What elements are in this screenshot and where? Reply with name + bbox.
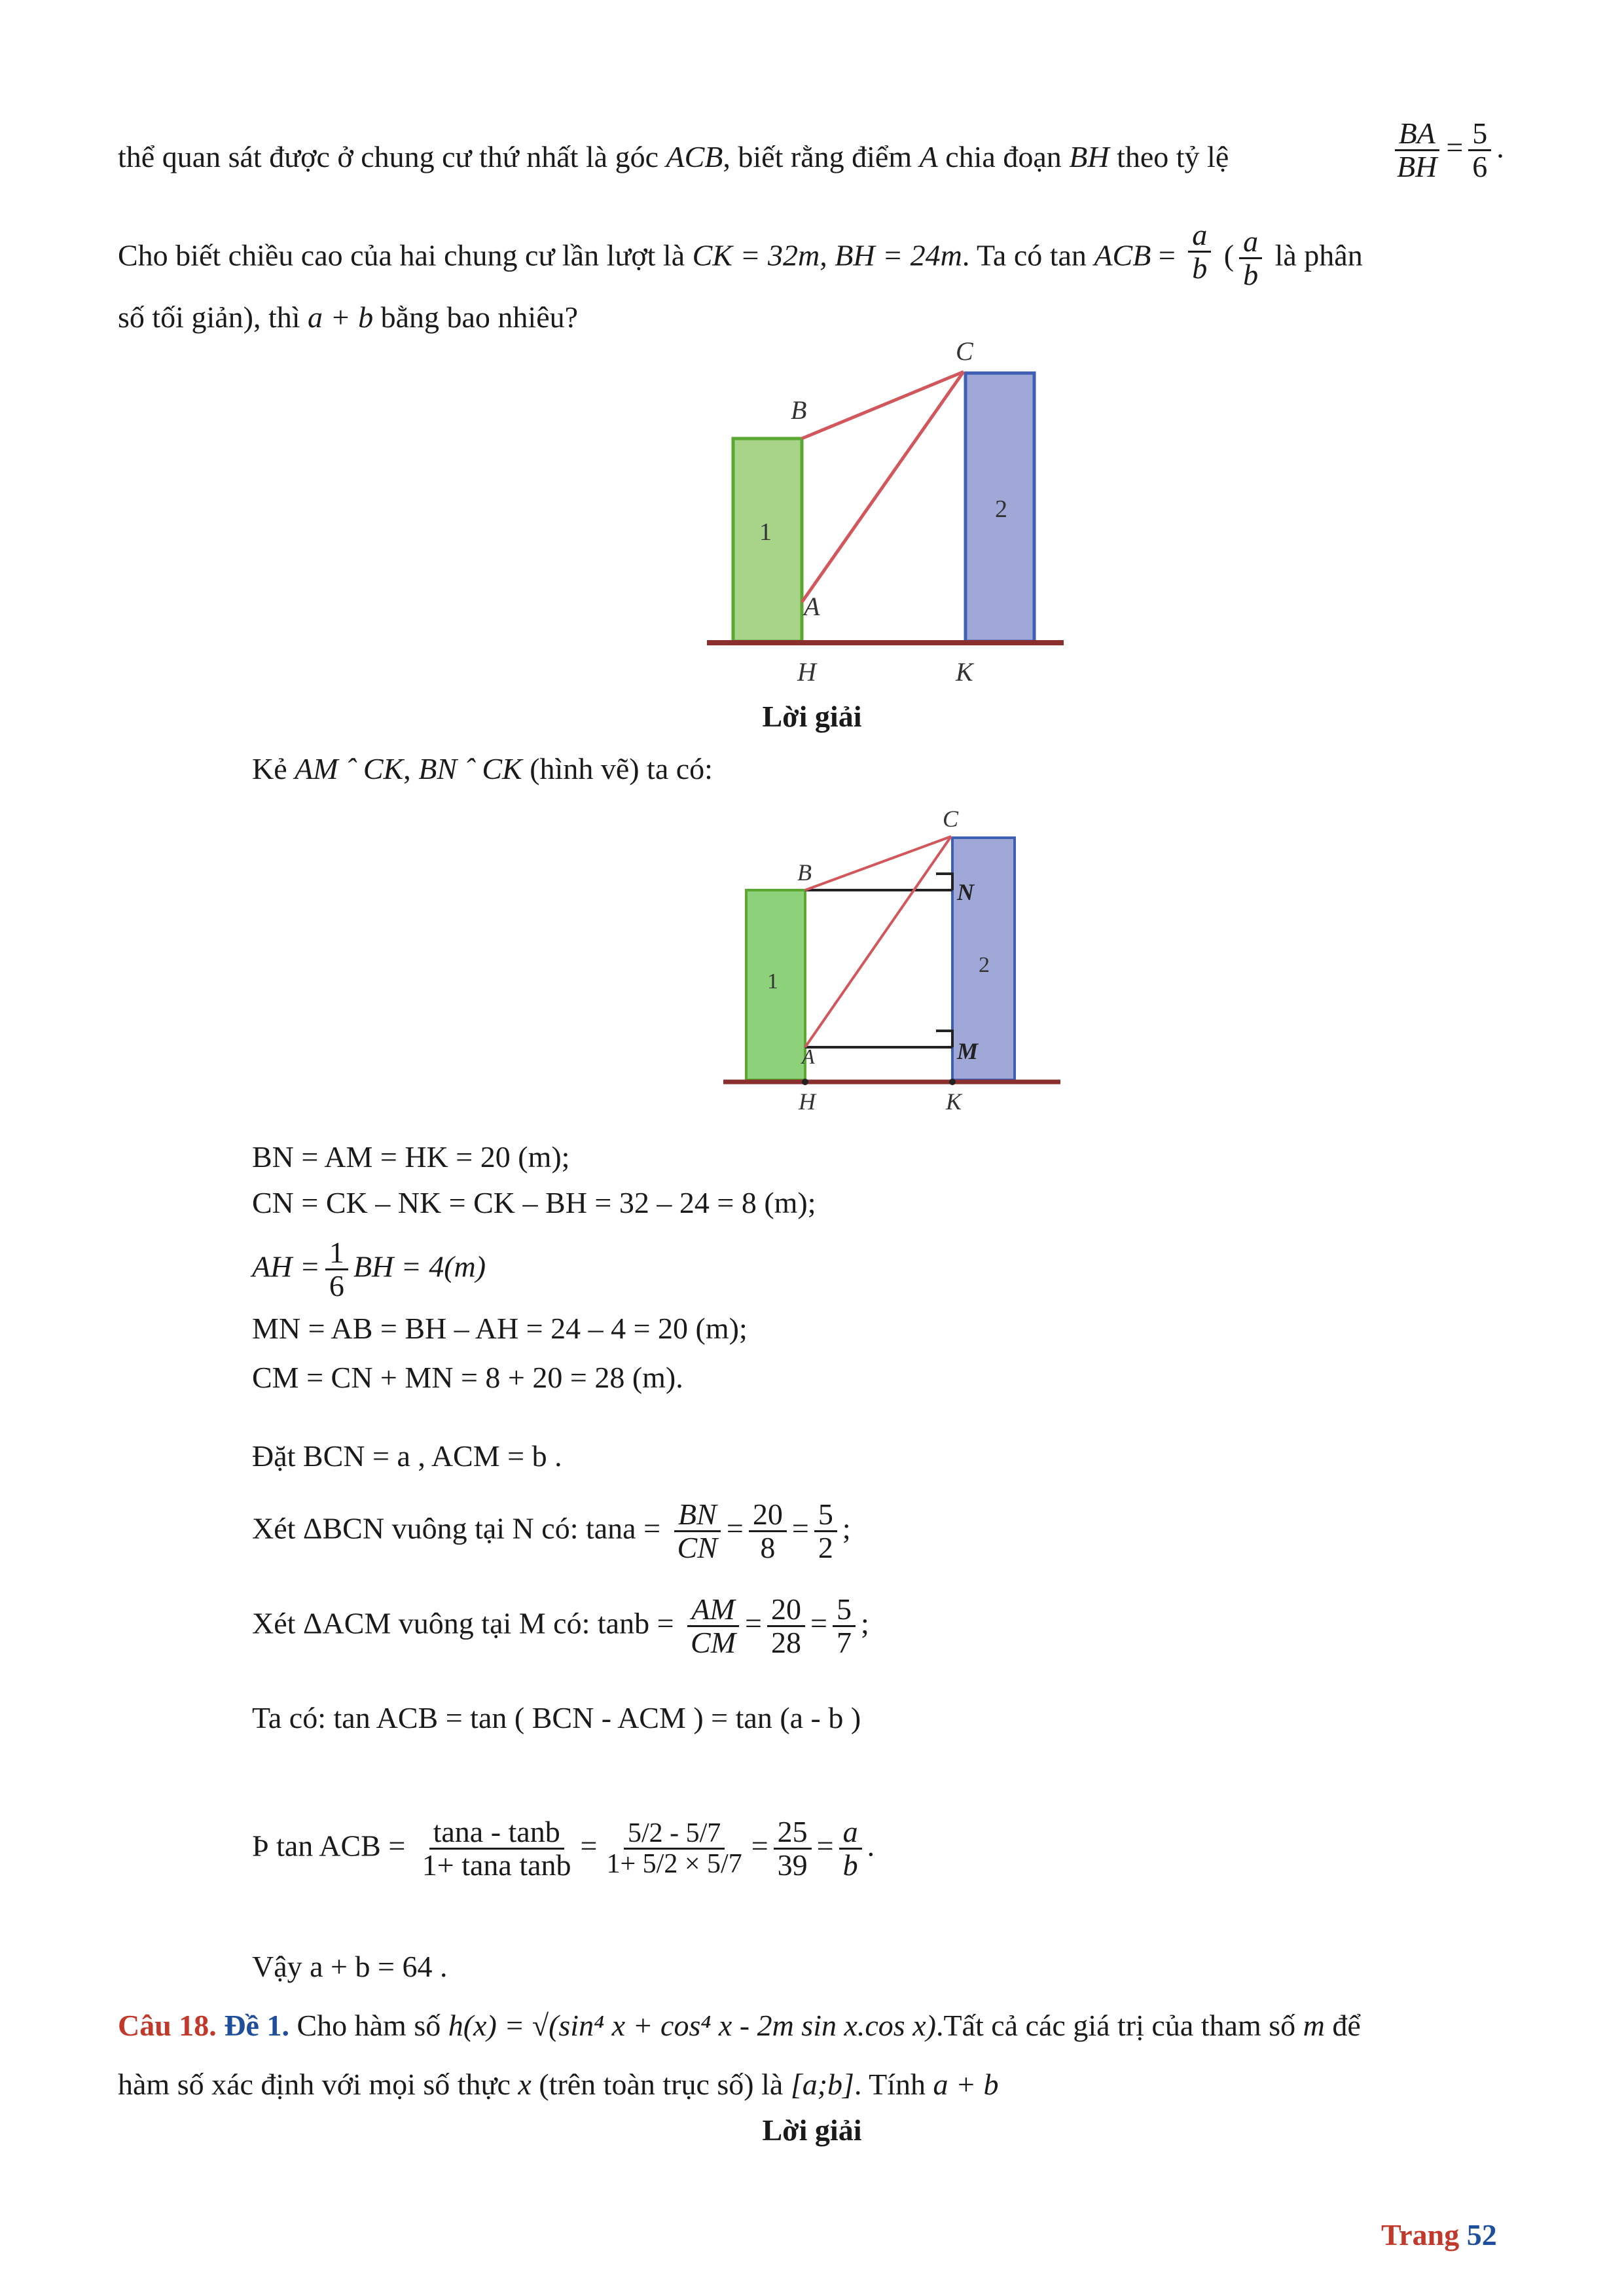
- step-mn: MN = AB = BH – AH = 24 – 4 = 20 (m);: [252, 1312, 748, 1345]
- page-number: 52: [1466, 2218, 1497, 2251]
- text: . Ta có tan: [962, 238, 1087, 272]
- label-h: H: [797, 657, 816, 687]
- step-cn: CN = CK – NK = CK – BH = 32 – 24 = 8 (m);: [252, 1186, 816, 1219]
- text: thể quan sát được ở chung cư thứ nhất là góc: [118, 140, 659, 173]
- frac-num: 5/2 - 5/7: [624, 1819, 725, 1850]
- text: là phân: [1274, 238, 1363, 272]
- line-bc: [805, 836, 951, 890]
- text: . Tính: [854, 2068, 926, 2101]
- ratio-fraction: $\frac{BA}{BH}$ = $\frac{5}{6}$ .: [1388, 118, 1504, 183]
- label-m: M: [957, 1038, 979, 1064]
- label-h: H: [799, 1088, 816, 1113]
- label-a: A: [804, 592, 820, 621]
- angle-acb: ACB: [1094, 238, 1151, 272]
- point-a: A: [919, 140, 938, 173]
- frac-den: CN: [677, 1531, 717, 1565]
- step-tan-alpha: Xét ΔBCN vuông tại N có: tana = $\frac{BN}{CN}$ = $\frac{20}{8}$ = $\frac{5}{2}$ ;: [252, 1498, 851, 1565]
- frac-num: 5: [833, 1594, 856, 1627]
- frac-den: 7: [836, 1626, 852, 1660]
- step-tan-difference: Ta có: tan ACB = tan ( BCN - ACM ) = tan (a - b ): [252, 1701, 861, 1734]
- frac-den: 6: [329, 1269, 344, 1303]
- text: Xét ΔACM vuông tại M có: tanb =: [252, 1606, 674, 1640]
- page-footer: [1381, 2215, 1497, 2255]
- step-conclusion: Vậy a + b = 64 .: [252, 1950, 448, 1983]
- label-b: B: [797, 859, 812, 886]
- frac-num: 20: [767, 1594, 805, 1627]
- point-k: [949, 1079, 956, 1085]
- frac-b: b: [1243, 258, 1259, 292]
- frac-num: BN: [674, 1499, 721, 1532]
- problem18-line2: [118, 2065, 999, 2104]
- text: Þ tan ACB =: [252, 1829, 406, 1863]
- label-k: K: [956, 657, 973, 687]
- problem17-line2: Cho biết chiều cao của hai chung cư lần lượt là CK = 32m, BH = 24m. Ta có tan ACB = $\frac{a}{b}$ ( $\frac{a}{b}$ là phân: [118, 218, 1363, 292]
- frac-den: 39: [777, 1848, 808, 1882]
- frac-den: 1+ 5/2 × 5/7: [606, 1849, 742, 1880]
- step-cm: CM = CN + MN = 8 + 20 = 28 (m).: [252, 1361, 683, 1394]
- label-b: B: [791, 395, 807, 425]
- frac-den: 2: [818, 1531, 833, 1565]
- text: để: [1332, 2009, 1361, 2042]
- label-1: 1: [759, 518, 772, 546]
- figure-buildings-2: [713, 802, 1067, 1113]
- label-n: N: [957, 879, 974, 905]
- function-h: h(x) = √(sin⁴ x + cos⁴ x - 2m sin x.cos x): [448, 2009, 936, 2042]
- frac-den: CM: [691, 1626, 736, 1660]
- text: Kẻ: [252, 752, 287, 785]
- label-2: 2: [979, 953, 990, 977]
- solution-heading-2: Lời giải: [762, 2113, 862, 2147]
- problem-label: Câu 18.: [118, 2009, 217, 2042]
- frac-den: 1+ tana tanb: [422, 1848, 571, 1882]
- ke-line: Kẻ AM ˆ CK, BN ˆ CK (hình vẽ) ta có:: [252, 752, 713, 785]
- ratio-val-den: 6: [1472, 150, 1488, 184]
- ratio-val-num: 5: [1468, 118, 1491, 151]
- ratio-den: BH: [1397, 150, 1437, 184]
- step-tan-acb: Þ tan ACB = $\frac{\tan a - \tan b}{\text{1+ tana tanb}}$ = $\frac{5/2 - 5/7}{1+ 5/2 \times 5/7}$ = $\frac{25}{39}$ = $\frac{a}{b}$ .: [252, 1815, 875, 1882]
- text: Cho biết chiều cao của hai chung cư lần lượt là: [118, 238, 685, 272]
- figure-buildings-1: [694, 327, 1074, 694]
- problem17-line1: [118, 137, 1229, 177]
- text: Xét ΔBCN vuông tại N có: tana =: [252, 1511, 661, 1545]
- interval-ab: [a;b]: [790, 2068, 854, 2101]
- problem-source: Đề 1.: [224, 2009, 289, 2042]
- text: (trên toàn trục số) là: [539, 2068, 784, 2101]
- solution-heading: Lời giải: [762, 700, 862, 733]
- text: bằng bao nhiêu?: [380, 300, 579, 334]
- text: Cho hàm số: [297, 2009, 441, 2042]
- a-plus-b: a + b: [933, 2068, 999, 2101]
- text: AH =: [252, 1249, 320, 1283]
- segment-bh: BH: [1069, 140, 1110, 173]
- angle-acb: ACB: [666, 140, 723, 173]
- text: số tối giản), thì: [118, 300, 300, 334]
- line-ac: [805, 836, 951, 1047]
- label-2: 2: [995, 495, 1007, 523]
- problem18-line1: [118, 2006, 1361, 2045]
- text: theo tỷ lệ: [1117, 140, 1229, 173]
- frac-num: 25: [774, 1816, 812, 1850]
- frac-num: 20: [749, 1499, 787, 1532]
- footer-label: Trang: [1381, 2218, 1460, 2251]
- frac-den: 8: [760, 1531, 776, 1565]
- frac-a: a: [1239, 226, 1262, 259]
- frac-b: b: [1192, 251, 1208, 285]
- frac-den: 28: [770, 1626, 801, 1660]
- param-m: m: [1303, 2009, 1325, 2042]
- label-1: 1: [767, 969, 778, 994]
- a-plus-b: a + b: [308, 300, 374, 334]
- frac-den: b: [842, 1848, 858, 1882]
- label-c: C: [956, 336, 973, 366]
- text: .Tất cả các giá trị của tham số: [935, 2009, 1296, 2042]
- text: chia đoạn: [945, 140, 1062, 173]
- step-tan-beta: Xét ΔACM vuông tại M có: tanb = $\frac{AM}{CM}$ = $\frac{20}{28}$ = $\frac{5}{7}$ ;: [252, 1592, 869, 1660]
- problem17-line3: [118, 298, 578, 337]
- frac-num: AM: [687, 1594, 738, 1627]
- perp-bn-ck: BN ˆ CK: [418, 752, 522, 785]
- bh-height: BH = 24m: [835, 238, 962, 272]
- var-x: x: [518, 2068, 532, 2101]
- text: , biết rằng điểm: [723, 140, 912, 173]
- perp-am-ck: AM ˆ CK: [295, 752, 404, 785]
- text: BH = 4(m): [353, 1249, 486, 1283]
- ck-height: CK = 32m,: [692, 238, 827, 272]
- frac-num: tana - tanb: [429, 1816, 564, 1850]
- point-h: [802, 1079, 808, 1085]
- frac-num: 5: [814, 1499, 837, 1532]
- right-angle-n: [936, 874, 952, 890]
- step-bn-am-hk: BN = AM = HK = 20 (m);: [252, 1140, 570, 1174]
- frac-num: 1: [325, 1237, 348, 1270]
- step-set-angles: Đặt BCN = a , ACM = b .: [252, 1439, 562, 1473]
- right-angle-m: [936, 1031, 952, 1047]
- label-k: K: [946, 1088, 962, 1113]
- text: hàm số xác định với mọi số thực: [118, 2068, 511, 2101]
- label-a: A: [802, 1045, 815, 1068]
- ratio-num: BA: [1395, 118, 1439, 151]
- frac-a: a: [1188, 219, 1211, 253]
- step-ah: [252, 1237, 486, 1302]
- text: (hình vẽ) ta có:: [530, 752, 713, 785]
- frac-num: a: [839, 1816, 862, 1850]
- label-c: C: [943, 806, 959, 832]
